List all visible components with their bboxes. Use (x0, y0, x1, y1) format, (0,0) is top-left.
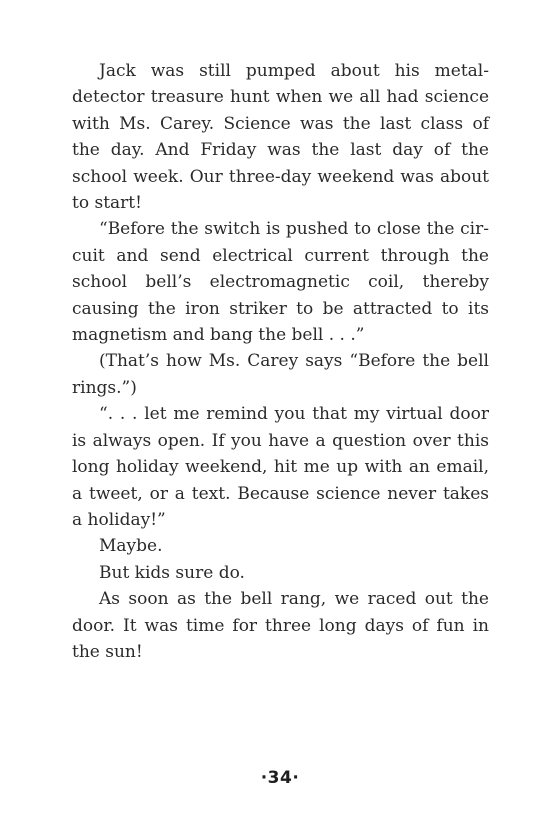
page-number: ·34· (260, 768, 300, 788)
paragraph-7: As soon as the bell rang, we raced out the door. It was time for three long days of fun in the sun! (72, 589, 489, 662)
paragraph-2: “Before the switch is pushed to close the circuit and send electrical current through the school bell’s electromagnetic coil, thereby causing the iron striker to be attracted to its magnetism and bang the bell . . .” (72, 219, 489, 346)
paragraph-5: Maybe. (99, 536, 163, 557)
paragraph-6: But kids sure do. (99, 562, 245, 583)
body-text (72, 58, 489, 665)
paragraph-4: “. . . let me remind you that my virtual door is always open. If you have a question over this long holiday weekend, hit me up with an email, a tweet, or a text. Because science never takes a holiday!” (72, 404, 489, 530)
paragraph-3: (That’s how Ms. Carey says “Before the bell rings.”) (72, 351, 489, 398)
paragraph-1: Jack was still pumped about his metal-detector treasure hunt when we all had science with Ms. Carey. Science was the last class of the day. And Friday was the last day of the school week. Our three-day weekend was about to start! (72, 61, 489, 214)
